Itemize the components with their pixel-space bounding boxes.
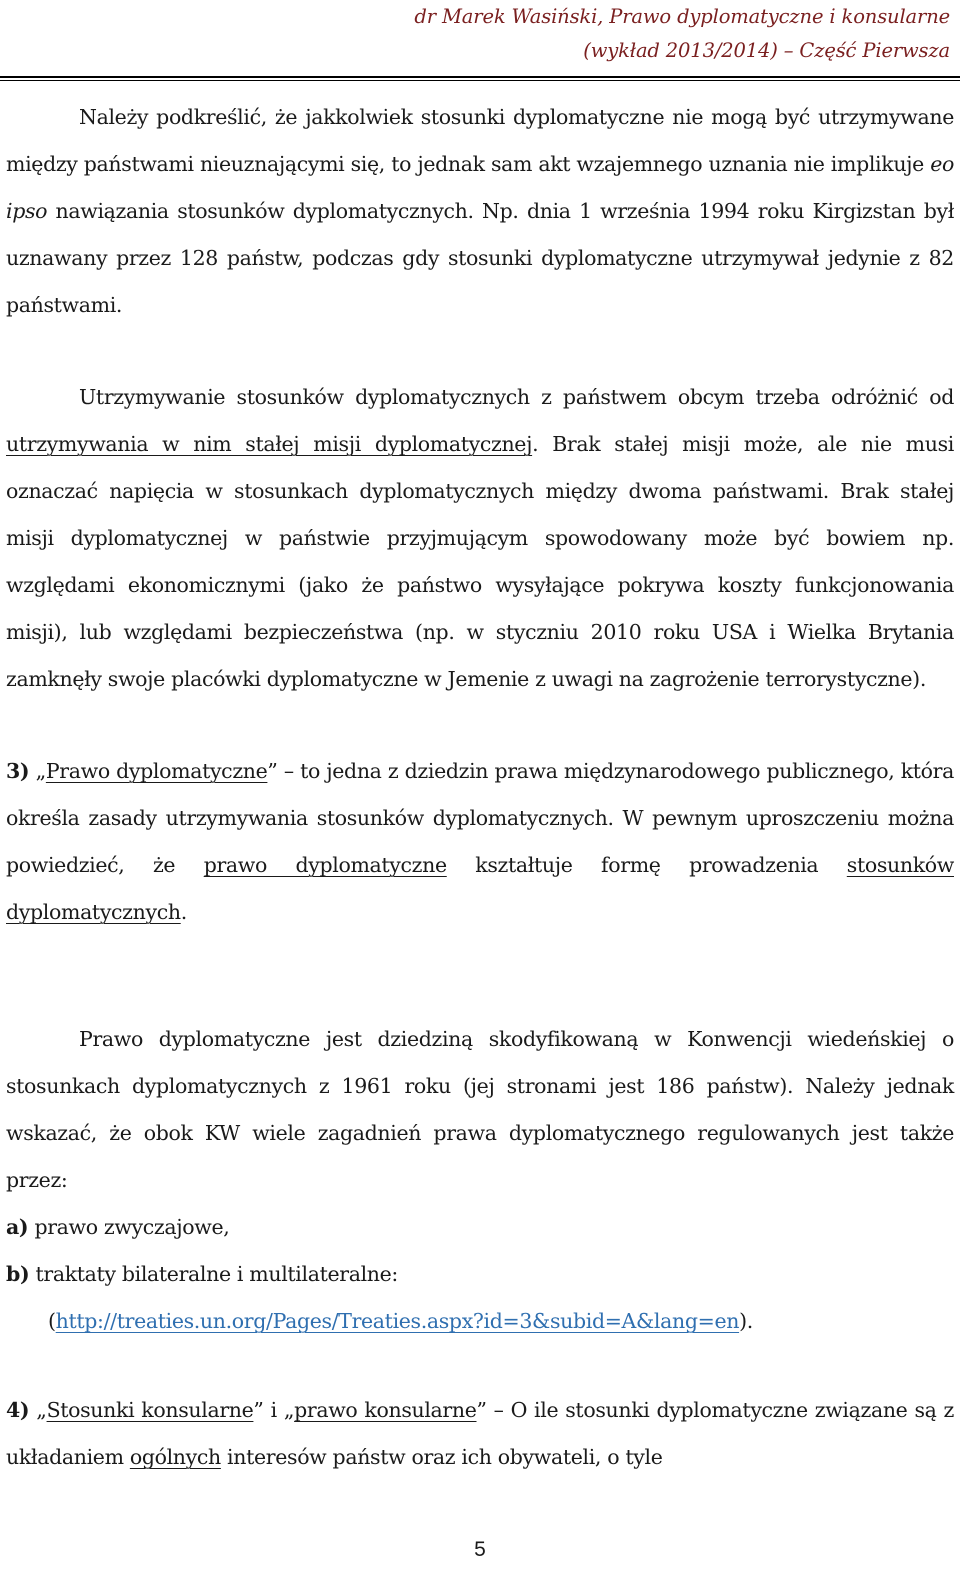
section-number: 3) — [6, 759, 30, 783]
section-term: Prawo dyplomatyczne — [45, 759, 268, 783]
header-title: dr Marek Wasiński, Prawo dyplomatyczne i konsularne — [414, 5, 950, 28]
treaties-link-line: (http://treaties.un.org/Pages/Treaties.aspx?id=3&subid=A&lang=en). — [48, 1309, 753, 1333]
paragraph-vienna-convention: Prawo dyplomatyczne jest dziedziną skodyfikowaną w Konwencji wiedeńskiej o stosunkach dyplomatycznych z 1961 roku (jej stronami jest 186 państw). Należy jednak wskazać, że obok KW wiele zagadnień prawa dyplomatycznego regulowanych jest także przez: — [6, 1027, 954, 1192]
section-4-consular-relations: 4) „Stosunki konsularne” i „prawo konsularne” – O ile stosunki dyplomatyczne związane są z układaniem ogólnych interesów państw oraz ich obywateli, o tyle — [6, 1398, 954, 1469]
section-term: Stosunki konsularne — [46, 1398, 254, 1422]
section-term: prawo konsularne — [294, 1398, 477, 1422]
section-3-diplomatic-law: 3) „Prawo dyplomatyczne” – to jedna z dziedzin prawa międzynarodowego publicznego, która określa zasady utrzymywania stosunków dyplomatycznych. W pewnym uproszczeniu można powiedzieć, że prawo dyplomatyczne kształtuje formę prowadzenia stosunków dyplomatycznych. — [6, 759, 954, 924]
list-marker: a) — [6, 1215, 29, 1239]
header-subtitle: (wykład 2013/2014) – Część Pierwsza — [583, 39, 950, 62]
paragraph-recognition: Należy podkreślić, że jakkolwiek stosunki dyplomatyczne nie mogą być utrzymywane między państwami nieuznającymi się, to jednak sam akt wzajemnego uznania nie implikuje eo ipso nawiązania stosunków dyplomatycznych. Np. dnia 1 września 1994 roku Kirgizstan był uznawany przez 128 państw, podczas gdy stosunki dyplomatyczne utrzymywał jedynie z 82 państwami. — [6, 105, 954, 317]
header-divider-thin — [0, 80, 960, 81]
header-divider — [0, 76, 960, 78]
latin-phrase: eo ipso — [6, 152, 954, 223]
underlined-phrase: utrzymywania w nim stałej misji dyplomatycznej — [6, 432, 533, 456]
treaties-link[interactable]: http://treaties.un.org/Pages/Treaties.aspx?id=3&subid=A&lang=en — [55, 1309, 740, 1333]
list-marker: b) — [6, 1262, 30, 1286]
list-item-a: a) prawo zwyczajowe, — [6, 1215, 230, 1239]
page-number: 5 — [474, 1538, 486, 1561]
underlined-phrase: prawo dyplomatyczne — [203, 853, 447, 877]
document-body — [6, 94, 954, 1481]
underlined-phrase: ogólnych — [129, 1445, 221, 1469]
list-item-b: b) traktaty bilateralne i multilateralne: — [6, 1262, 398, 1286]
underlined-phrase: stosunków dyplomatycznych — [6, 853, 954, 924]
paragraph-permanent-mission: Utrzymywanie stosunków dyplomatycznych z państwem obcym trzeba odróżnić od utrzymywania w nim stałej misji dyplomatycznej. Brak stałej misji może, ale nie musi oznaczać napięcia w stosunkach dyplomatycznych między dwoma państwami. Brak stałej misji dyplomatycznej w państwie przyjmującym spowodowany może być bowiem np. względami ekonomicznymi (jako że państwo wysyłające pokrywa koszty funkcjonowania misji), lub względami bezpieczeństwa (np. w styczniu 2010 roku USA i Wielka Brytania zamknęły swoje placówki dyplomatyczne w Jemenie z uwagi na zagrożenie terrorystyczne). — [6, 385, 955, 691]
page-header — [414, 0, 950, 68]
section-number: 4) — [6, 1398, 30, 1422]
